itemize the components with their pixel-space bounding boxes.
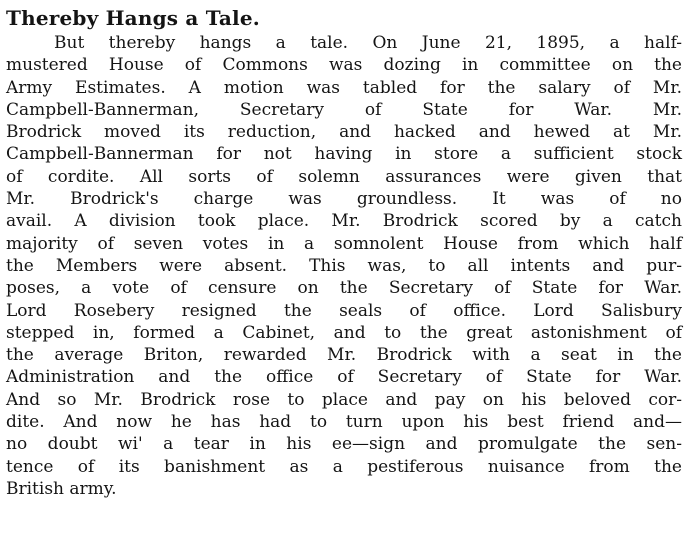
text-line: British army.	[6, 478, 117, 499]
text-line: the Members were absent. This was, to all intents and pur-	[6, 255, 682, 276]
text-line: Army Estimates. A motion was tabled for the salary of Mr.	[6, 77, 682, 98]
text-line: no doubt wi' a tear in his ee—sign and promulgate the sen-	[6, 434, 682, 455]
text-line: mustered House of Commons was dozing in committee on the	[6, 55, 682, 76]
article-body	[6, 32, 682, 500]
text-line: majority of seven votes in a somnolent House from which half	[6, 233, 682, 254]
text-line: Mr. Brodrick's charge was groundless. It was of no	[6, 189, 682, 210]
text-line: poses, a vote of censure on the Secretary of State for War.	[6, 278, 682, 299]
text-line: Lord Rosebery resigned the seals of office. Lord Salisbury	[6, 300, 682, 321]
text-line: of cordite. All sorts of solemn assurances were given that	[6, 166, 682, 187]
text-line: But thereby hangs a tale. On June 21, 1895, a half-	[54, 33, 682, 53]
text-line: avail. A division took place. Mr. Brodrick scored by a catch	[6, 211, 682, 232]
text-line: Administration and the office of Secretary of State for War.	[6, 367, 682, 388]
text-line: stepped in, formed a Cabinet, and to the great astonishment of	[6, 322, 682, 343]
text-line: dite. And now he has had to turn upon his best friend and—	[6, 412, 682, 433]
headline: Thereby Hangs a Tale.	[6, 6, 260, 30]
text-line: the average Briton, rewarded Mr. Brodrick with a seat in the	[6, 345, 682, 366]
text-line: Brodrick moved its reduction, and hacked and hewed at Mr.	[6, 122, 682, 143]
article	[6, 4, 682, 500]
text-line: Campbell-Bannerman for not having in store a sufficient stock	[6, 144, 682, 165]
text-line: And so Mr. Brodrick rose to place and pay on his beloved cor-	[6, 389, 682, 410]
text-line: Campbell-Bannerman, Secretary of State for War. Mr.	[6, 99, 682, 120]
text-line: tence of its banishment as a pestiferous nuisance from the	[6, 456, 682, 477]
